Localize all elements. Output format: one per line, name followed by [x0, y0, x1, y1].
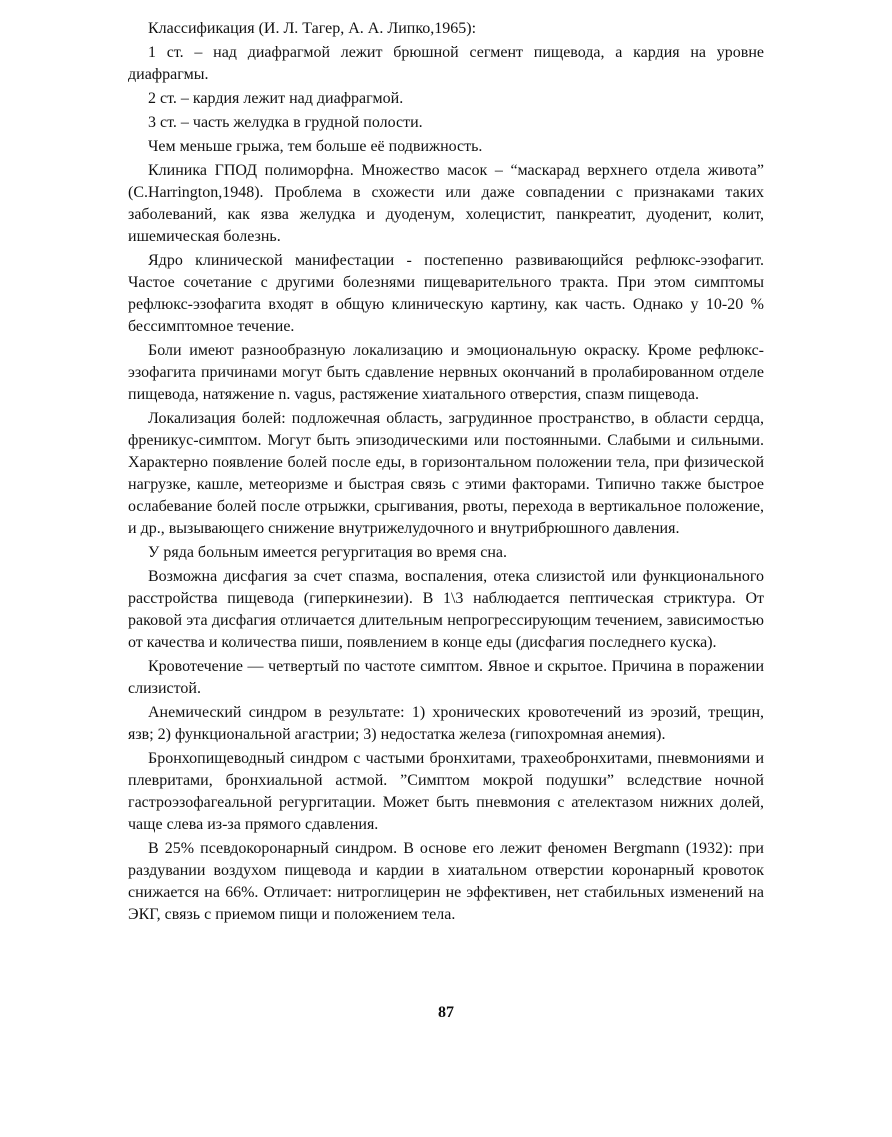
paragraph-anemic-syndrome: Анемический синдром в результате: 1) хронических кровотечений из эрозий, трещин, язв; 2) функциональной агастрии; 3) недостатка железа (гипохромная анемия).: [128, 704, 764, 743]
paragraph-pain-localization: Локализация болей: подложечная область, загрудинное пространство, в области сердца, френикус-симптом. Могут быть эпизодическими или постоянными. Слабыми и сильными. Характерно появление болей после еды, в горизонтальном положении тела, при физической нагрузке, кашле, метеоризме и быстрая связь с этими факторами. Типично также быстрое ослабевание болей после отрыжки, срыгивания, рвоты, перехода в вертикальное положение, и др., вызывающего снижение внутрижелудочного и внутрибрюшного давления.: [128, 410, 764, 537]
paragraph-pain-causes: Боли имеют разнообразную локализацию и эмоциональную окраску. Кроме рефлюкс-эзофагита причинами могут быть сдавление нервных окончаний в пролабированном отделе пищевода, натяжение n. vagus, растяжение хиатального отверстия, спазм пищевода.: [128, 342, 764, 403]
paragraph-bleeding: Кровотечение — четвертый по частоте симптом. Явное и скрытое. Причина в поражении слизистой.: [128, 658, 764, 697]
paragraph-classification-title: Классификация (И. Л. Тагер, А. А. Липко,1965):: [148, 20, 477, 37]
paragraph-grade-1: 1 ст. – над диафрагмой лежит брюшной сегмент пищевода, а кардия на уровне диафрагмы.: [128, 44, 764, 83]
paragraph-clinic: Клиника ГПОД полиморфна. Множество масок – “маскарад верхнего отдела живота” (C.Harrington,1948). Проблема в схожести или даже совпадении с признаками таких заболеваний, как язва желудка и дуоденум, холецистит, панкреатит, дуоденит, колит, ишемическая болезнь.: [128, 162, 764, 245]
paragraph-broncho-syndrome: Бронхопищеводный синдром с частыми бронхитами, трахеобронхитами, пневмониями и плевритами, бронхиальной астмой. ”Симптом мокрой подушки” вследствие ночной гастроэзофагеальной регургитации. Может быть пневмония с ателектазом нижних долей, чаще слева из-за прямого сдавления.: [128, 750, 764, 833]
paragraph-hernia-mobility: Чем меньше грыжа, тем больше её подвижность.: [148, 138, 483, 155]
paragraph-pseudocoronary-syndrome: В 25% псевдокоронарный синдром. В основе его лежит феномен Bergmann (1932): при раздувании воздухом пищевода и кардии в хиатальном отверстии коронарный кровоток снижается на 66%. Отличает: нитроглицерин не эффективен, нет стабильных изменений на ЭКГ, связь с приемом пищи и положением тела.: [128, 840, 764, 923]
page-number: 87: [438, 1004, 454, 1021]
paragraph-grade-3: 3 ст. – часть желудка в грудной полости.: [148, 114, 423, 131]
paragraph-manifestation-core: Ядро клинической манифестации - постепенно развивающийся рефлюкс-эзофагит. Частое сочетание с другими болезнями пищеварительного тракта. При этом симптомы рефлюкс-эзофагита входят в общую клиническую картину, как часть. Однако у 10-20 % бессимптомное течение.: [128, 252, 764, 335]
document-body: [128, 18, 764, 928]
paragraph-grade-2: 2 ст. – кардия лежит над диафрагмой.: [148, 90, 404, 107]
paragraph-regurgitation: У ряда больным имеется регургитация во время сна.: [148, 544, 508, 561]
paragraph-dysphagia: Возможна дисфагия за счет спазма, воспаления, отека слизистой или функционального расстройства пищевода (гиперкинезии). В 1\3 наблюдается пептическая стриктура. От раковой эта дисфагия отличается длительным непрогрессирующим течением, зависимостью от качества и количества пиши, появлением в конце еды (дисфагия последнего куска).: [128, 568, 764, 651]
